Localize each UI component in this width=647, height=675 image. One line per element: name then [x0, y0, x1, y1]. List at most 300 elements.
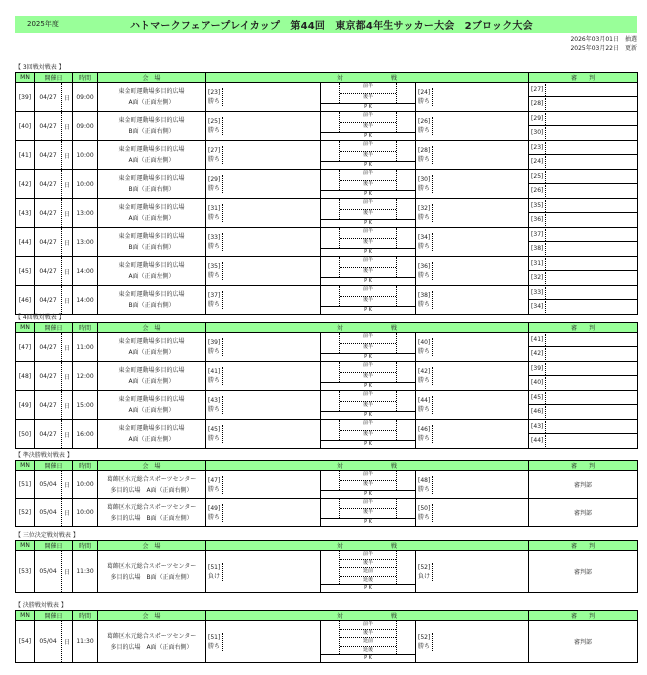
col-referee: 審 判 — [529, 461, 638, 471]
referee-cell — [529, 141, 638, 170]
col-referee: 審 判 — [529, 541, 638, 551]
venue-field: 多目的広場 A面（正面右側） — [110, 486, 193, 494]
score-pk[interactable]: P K — [321, 490, 415, 498]
team-1-result: 勝ち — [208, 377, 221, 384]
team-2-cell — [416, 420, 529, 449]
venue-name: 葛飾区水元総合スポーツセンター — [106, 632, 197, 640]
col-referee: 審 判 — [529, 323, 638, 333]
team-1 — [208, 175, 223, 193]
team-1-ref: [51] — [208, 563, 221, 571]
header-row — [16, 73, 638, 83]
team-1-ref: [47] — [208, 476, 221, 484]
match-time: 10:00 — [73, 499, 98, 527]
team-1-result: 勝ち — [208, 348, 221, 355]
score-second-half[interactable]: 後半 — [363, 481, 374, 487]
team-2-ref: [44] — [418, 397, 431, 404]
score-first-half[interactable]: 前半 — [340, 228, 396, 239]
team-2 — [418, 367, 433, 385]
match-row — [16, 257, 638, 286]
team-1-cell — [206, 621, 321, 663]
match-date: 04/27 — [35, 199, 62, 228]
match-venue — [98, 362, 206, 391]
score-pk[interactable]: P K — [321, 518, 415, 526]
match-day: 日 — [62, 141, 73, 170]
team-2 — [418, 233, 433, 251]
col-mn: MN — [16, 323, 35, 333]
team-2 — [418, 504, 433, 522]
score-first-half[interactable]: 前半 — [340, 257, 396, 268]
score-second-half[interactable]: 後半 — [363, 343, 374, 350]
team-2-ref: [30] — [418, 176, 431, 183]
score-second-half[interactable]: 後半 — [363, 430, 374, 437]
match-date: 04/27 — [35, 141, 62, 170]
score-first-half[interactable]: 前半 — [340, 83, 396, 94]
referee-cell — [529, 391, 638, 420]
score-first-half[interactable]: 前半 — [340, 333, 396, 344]
match-row — [16, 499, 638, 527]
match-venue — [98, 621, 206, 663]
team-1-cell — [206, 499, 321, 527]
match-day: 日 — [62, 471, 73, 499]
match-day: 日 — [62, 112, 73, 141]
team-2-result: 勝ち — [418, 301, 431, 308]
season-year: 2025年度 — [27, 20, 59, 28]
score-halves — [339, 228, 397, 248]
match-row — [16, 362, 638, 391]
team-1 — [208, 396, 223, 414]
venue-name: 東金町運動場多目的広場 — [118, 262, 185, 269]
referee-cell — [529, 228, 638, 257]
match-row — [16, 391, 638, 420]
score-pk[interactable]: P K — [321, 103, 415, 111]
referee-2: [46] — [531, 406, 546, 418]
match-time: 09:00 — [73, 112, 98, 141]
match-number: [47] — [16, 333, 35, 362]
venue-name: 東金町運動場多目的広場 — [118, 233, 185, 240]
venue-name: 東金町運動場多目的広場 — [118, 425, 185, 432]
team-2-ref: [42] — [418, 368, 431, 375]
score-pk[interactable]: P K — [321, 306, 415, 314]
team-2-ref: [24] — [418, 89, 431, 96]
score-halves — [339, 551, 397, 584]
score-first-half[interactable]: 前半 — [340, 199, 396, 210]
schedule-table — [15, 460, 638, 527]
team-2-result: 勝ち — [418, 185, 431, 192]
team-1-ref: [29] — [208, 176, 221, 183]
match-venue — [98, 286, 206, 315]
team-2-result: 勝ち — [418, 127, 431, 134]
score-et-second[interactable]: 延後 — [363, 576, 374, 583]
score-second-half[interactable]: 後半 — [363, 509, 374, 515]
match-row — [16, 333, 638, 362]
team-2-ref: [50] — [418, 504, 431, 512]
col-date: 開催日 — [35, 323, 73, 333]
venue-name: 東金町運動場多目的広場 — [118, 291, 185, 298]
match-date: 04/27 — [35, 333, 62, 362]
score-pk[interactable]: P K — [321, 584, 415, 592]
score-cell — [321, 333, 416, 362]
team-1-result: 勝ち — [208, 98, 221, 105]
score-second-half[interactable]: 後半 — [363, 151, 374, 158]
score-first-half[interactable]: 前半 — [340, 471, 396, 481]
team-1-result: 勝ち — [208, 485, 221, 493]
score-box — [321, 257, 415, 285]
col-date: 開催日 — [35, 461, 73, 471]
match-day: 日 — [62, 362, 73, 391]
team-2-cell — [416, 170, 529, 199]
team-2-result: 勝ち — [418, 156, 431, 163]
team-2-ref: [46] — [418, 426, 431, 433]
score-halves — [339, 621, 397, 654]
team-1-cell — [206, 391, 321, 420]
team-2 — [418, 563, 433, 581]
score-pk[interactable]: P K — [321, 248, 415, 256]
referee-1: [41] — [531, 334, 546, 346]
match-date: 04/27 — [35, 362, 62, 391]
team-2-result: 勝ち — [418, 485, 431, 493]
team-1 — [208, 504, 223, 522]
col-match: 対 戦 — [206, 541, 529, 551]
venue-field: A面（正面左側） — [128, 157, 175, 164]
referee-cell — [529, 420, 638, 449]
match-number: [51] — [16, 471, 35, 499]
referee-2: [24] — [531, 156, 546, 168]
referee-1: [23] — [531, 142, 546, 154]
col-referee: 審 判 — [529, 73, 638, 83]
score-box — [321, 362, 415, 390]
team-2 — [418, 117, 433, 135]
team-1 — [208, 204, 223, 222]
team-2-cell — [416, 199, 529, 228]
col-match: 対 戦 — [206, 461, 529, 471]
score-box — [321, 199, 415, 227]
score-pk[interactable]: P K — [321, 190, 415, 198]
venue-name: 東金町運動場多目的広場 — [118, 175, 185, 182]
score-first-half[interactable]: 前半 — [340, 170, 396, 181]
match-time: 14:00 — [73, 286, 98, 315]
score-halves — [339, 391, 397, 411]
venue-field: B面（正面右側） — [128, 244, 175, 251]
venue-field: B面（正面右側） — [128, 128, 175, 135]
section-label: 【 4回戦対戦表 】 — [15, 314, 65, 321]
match-day: 日 — [62, 420, 73, 449]
match-time: 12:00 — [73, 362, 98, 391]
col-match: 対 戦 — [206, 73, 529, 83]
header-row — [16, 541, 638, 551]
score-cell — [321, 471, 416, 499]
team-2-cell — [416, 362, 529, 391]
match-date: 04/27 — [35, 420, 62, 449]
match-day: 日 — [62, 286, 73, 315]
team-1-ref: [51] — [208, 633, 221, 641]
referee-1: [29] — [531, 113, 546, 125]
score-cell — [321, 257, 416, 286]
match-number: [48] — [16, 362, 35, 391]
venue-field: A面（正面左側） — [128, 215, 175, 222]
score-cell — [321, 199, 416, 228]
score-first-half[interactable]: 前半 — [340, 551, 396, 560]
venue-field: A面（正面左側） — [128, 378, 175, 385]
team-1-ref: [43] — [208, 397, 221, 404]
referee-1: [45] — [531, 392, 546, 404]
header-row — [16, 323, 638, 333]
score-box — [321, 551, 415, 592]
team-1-ref: [35] — [208, 263, 221, 270]
team-2-result: 勝ち — [418, 243, 431, 250]
score-first-half[interactable]: 前半 — [340, 286, 396, 297]
score-second-half[interactable]: 後半 — [340, 630, 396, 639]
referee-cell — [529, 199, 638, 228]
team-1-ref: [33] — [208, 234, 221, 241]
match-day: 日 — [62, 333, 73, 362]
schedule-table — [15, 540, 638, 593]
title-bar — [15, 16, 637, 33]
updated-date: 2025年03月22日 更新 — [570, 45, 637, 52]
col-mn: MN — [16, 73, 35, 83]
score-second-half[interactable]: 後半 — [363, 209, 374, 216]
venue-field: 多目的広場 A面（正面右側） — [110, 643, 193, 651]
score-second-half[interactable]: 後半 — [363, 296, 374, 303]
match-time: 16:00 — [73, 420, 98, 449]
team-2-ref: [28] — [418, 147, 431, 154]
team-1-result: 勝ち — [208, 435, 221, 442]
score-second-half[interactable]: 後半 — [363, 122, 374, 129]
score-second-half[interactable]: 後半 — [363, 267, 374, 274]
team-1-ref: [27] — [208, 147, 221, 154]
match-day: 日 — [62, 257, 73, 286]
team-2-ref: [40] — [418, 339, 431, 346]
referee-2: [38] — [531, 243, 546, 255]
match-date: 04/27 — [35, 257, 62, 286]
match-date: 05/04 — [35, 471, 62, 499]
col-venue: 会 場 — [98, 323, 206, 333]
team-1 — [208, 633, 223, 651]
team-1-cell — [206, 228, 321, 257]
score-et-second[interactable]: 延後 — [363, 646, 374, 653]
team-2-cell — [416, 499, 529, 527]
match-date: 04/27 — [35, 83, 62, 112]
team-1 — [208, 338, 223, 356]
score-first-half[interactable]: 前半 — [340, 362, 396, 373]
referee-1: [37] — [531, 229, 546, 241]
section-label: 【 3回戦対戦表 】 — [15, 64, 65, 71]
col-time: 時間 — [73, 73, 98, 83]
team-2-ref: [52] — [418, 563, 431, 571]
score-pk[interactable]: P K — [321, 654, 415, 662]
team-2-ref: [36] — [418, 263, 431, 270]
score-box — [321, 170, 415, 198]
match-day: 日 — [62, 199, 73, 228]
match-number: [41] — [16, 141, 35, 170]
match-venue — [98, 83, 206, 112]
referee-cell: 審判部 — [529, 551, 638, 593]
venue-name: 葛飾区水元総合スポーツセンター — [106, 562, 197, 570]
score-et-first[interactable]: 延前 — [340, 638, 396, 647]
col-match: 対 戦 — [206, 611, 529, 621]
team-2-result: 勝ち — [418, 98, 431, 105]
col-time: 時間 — [73, 461, 98, 471]
match-date: 04/27 — [35, 228, 62, 257]
col-venue: 会 場 — [98, 461, 206, 471]
team-2-cell — [416, 621, 529, 663]
match-row — [16, 112, 638, 141]
match-date: 04/27 — [35, 391, 62, 420]
score-pk[interactable]: P K — [321, 277, 415, 285]
venue-field: A面（正面左側） — [128, 273, 175, 280]
score-cell — [321, 83, 416, 112]
col-match: 対 戦 — [206, 323, 529, 333]
match-venue — [98, 551, 206, 593]
match-time: 10:00 — [73, 471, 98, 499]
score-second-half[interactable]: 後半 — [363, 93, 374, 100]
score-pk[interactable]: P K — [321, 440, 415, 448]
team-1-cell — [206, 471, 321, 499]
score-halves — [339, 471, 397, 490]
team-1-cell — [206, 420, 321, 449]
score-first-half[interactable]: 前半 — [340, 391, 396, 402]
match-row — [16, 141, 638, 170]
match-row — [16, 228, 638, 257]
match-venue — [98, 333, 206, 362]
team-1-result: 勝ち — [208, 642, 221, 650]
col-mn: MN — [16, 611, 35, 621]
team-1 — [208, 117, 223, 135]
referee-1: [39] — [531, 363, 546, 375]
match-day: 日 — [62, 621, 73, 663]
team-2-cell — [416, 391, 529, 420]
team-1 — [208, 367, 223, 385]
venue-name: 東金町運動場多目的広場 — [118, 88, 185, 95]
team-2-ref: [48] — [418, 476, 431, 484]
venue-field: A面（正面左側） — [128, 436, 175, 443]
team-1 — [208, 88, 223, 106]
match-number: [46] — [16, 286, 35, 315]
score-pk[interactable]: P K — [321, 411, 415, 419]
score-pk[interactable]: P K — [321, 353, 415, 361]
col-mn: MN — [16, 541, 35, 551]
match-date: 04/27 — [35, 112, 62, 141]
match-date: 05/04 — [35, 499, 62, 527]
team-2-cell — [416, 112, 529, 141]
score-halves — [339, 199, 397, 219]
team-1-cell — [206, 83, 321, 112]
team-2-result: 勝ち — [418, 406, 431, 413]
schedule-table — [15, 610, 638, 663]
referee-1: [31] — [531, 258, 546, 270]
referee-2: [26] — [531, 185, 546, 197]
score-second-half[interactable]: 後半 — [363, 180, 374, 187]
venue-name: 東金町運動場多目的広場 — [118, 396, 185, 403]
venue-name: 葛飾区水元総合スポーツセンター — [106, 503, 197, 511]
match-number: [52] — [16, 499, 35, 527]
referee-2: [28] — [531, 98, 546, 110]
match-time: 11:30 — [73, 621, 98, 663]
team-1-cell — [206, 333, 321, 362]
score-pk[interactable]: P K — [321, 161, 415, 169]
team-2-result: 勝ち — [418, 513, 431, 521]
score-first-half[interactable]: 前半 — [340, 141, 396, 152]
team-2-ref: [32] — [418, 205, 431, 212]
match-number: [42] — [16, 170, 35, 199]
team-2-cell — [416, 333, 529, 362]
team-2-cell — [416, 286, 529, 315]
team-1-ref: [41] — [208, 368, 221, 375]
team-2 — [418, 262, 433, 280]
score-second-half[interactable]: 後半 — [363, 372, 374, 379]
team-1-cell — [206, 141, 321, 170]
team-1 — [208, 425, 223, 443]
team-2 — [418, 396, 433, 414]
match-number: [44] — [16, 228, 35, 257]
score-first-half[interactable]: 前半 — [340, 112, 396, 123]
match-date: 05/04 — [35, 551, 62, 593]
score-cell — [321, 551, 416, 593]
team-1-cell — [206, 551, 321, 593]
team-1-cell — [206, 112, 321, 141]
team-1-ref: [23] — [208, 89, 221, 96]
score-second-half[interactable]: 後半 — [363, 401, 374, 408]
match-row — [16, 621, 638, 663]
score-pk[interactable]: P K — [321, 132, 415, 140]
col-mn: MN — [16, 461, 35, 471]
score-halves — [339, 170, 397, 190]
match-row — [16, 551, 638, 593]
team-1-cell — [206, 257, 321, 286]
score-second-half[interactable]: 後半 — [363, 238, 374, 245]
score-first-half[interactable]: 前半 — [340, 499, 396, 509]
match-venue — [98, 170, 206, 199]
team-2-cell — [416, 83, 529, 112]
venue-field: A面（正面左側） — [128, 99, 175, 106]
venue-field: B面（正面右側） — [128, 186, 175, 193]
team-2-cell — [416, 228, 529, 257]
team-1-result: 勝ち — [208, 513, 221, 521]
venue-field: B面（正面右側） — [128, 302, 175, 309]
referee-1: [25] — [531, 171, 546, 183]
team-1-ref: [25] — [208, 118, 221, 125]
score-pk[interactable]: P K — [321, 382, 415, 390]
venue-name: 葛飾区水元総合スポーツセンター — [106, 475, 197, 483]
match-number: [40] — [16, 112, 35, 141]
score-box — [321, 420, 415, 448]
score-pk[interactable]: P K — [321, 219, 415, 227]
score-cell — [321, 141, 416, 170]
schedule-table — [15, 72, 638, 315]
venue-field: A面（正面左側） — [128, 349, 175, 356]
team-2 — [418, 88, 433, 106]
referee-2: [42] — [531, 348, 546, 360]
team-1-ref: [39] — [208, 339, 221, 346]
team-2-result: 勝ち — [418, 377, 431, 384]
score-box — [321, 333, 415, 361]
team-2 — [418, 146, 433, 164]
team-1-result: 勝ち — [208, 185, 221, 192]
team-2-ref: [26] — [418, 118, 431, 125]
referee-2: [32] — [531, 272, 546, 284]
score-et-first[interactable]: 延前 — [340, 568, 396, 577]
referee-1: [27] — [531, 84, 546, 96]
col-venue: 会 場 — [98, 541, 206, 551]
match-venue — [98, 391, 206, 420]
team-1-ref: [31] — [208, 205, 221, 212]
score-first-half[interactable]: 前半 — [340, 621, 396, 630]
score-second-half[interactable]: 後半 — [340, 560, 396, 569]
header-row — [16, 461, 638, 471]
score-box — [321, 471, 415, 498]
venue-name: 東金町運動場多目的広場 — [118, 204, 185, 211]
referee-cell — [529, 286, 638, 315]
score-first-half[interactable]: 前半 — [340, 420, 396, 431]
